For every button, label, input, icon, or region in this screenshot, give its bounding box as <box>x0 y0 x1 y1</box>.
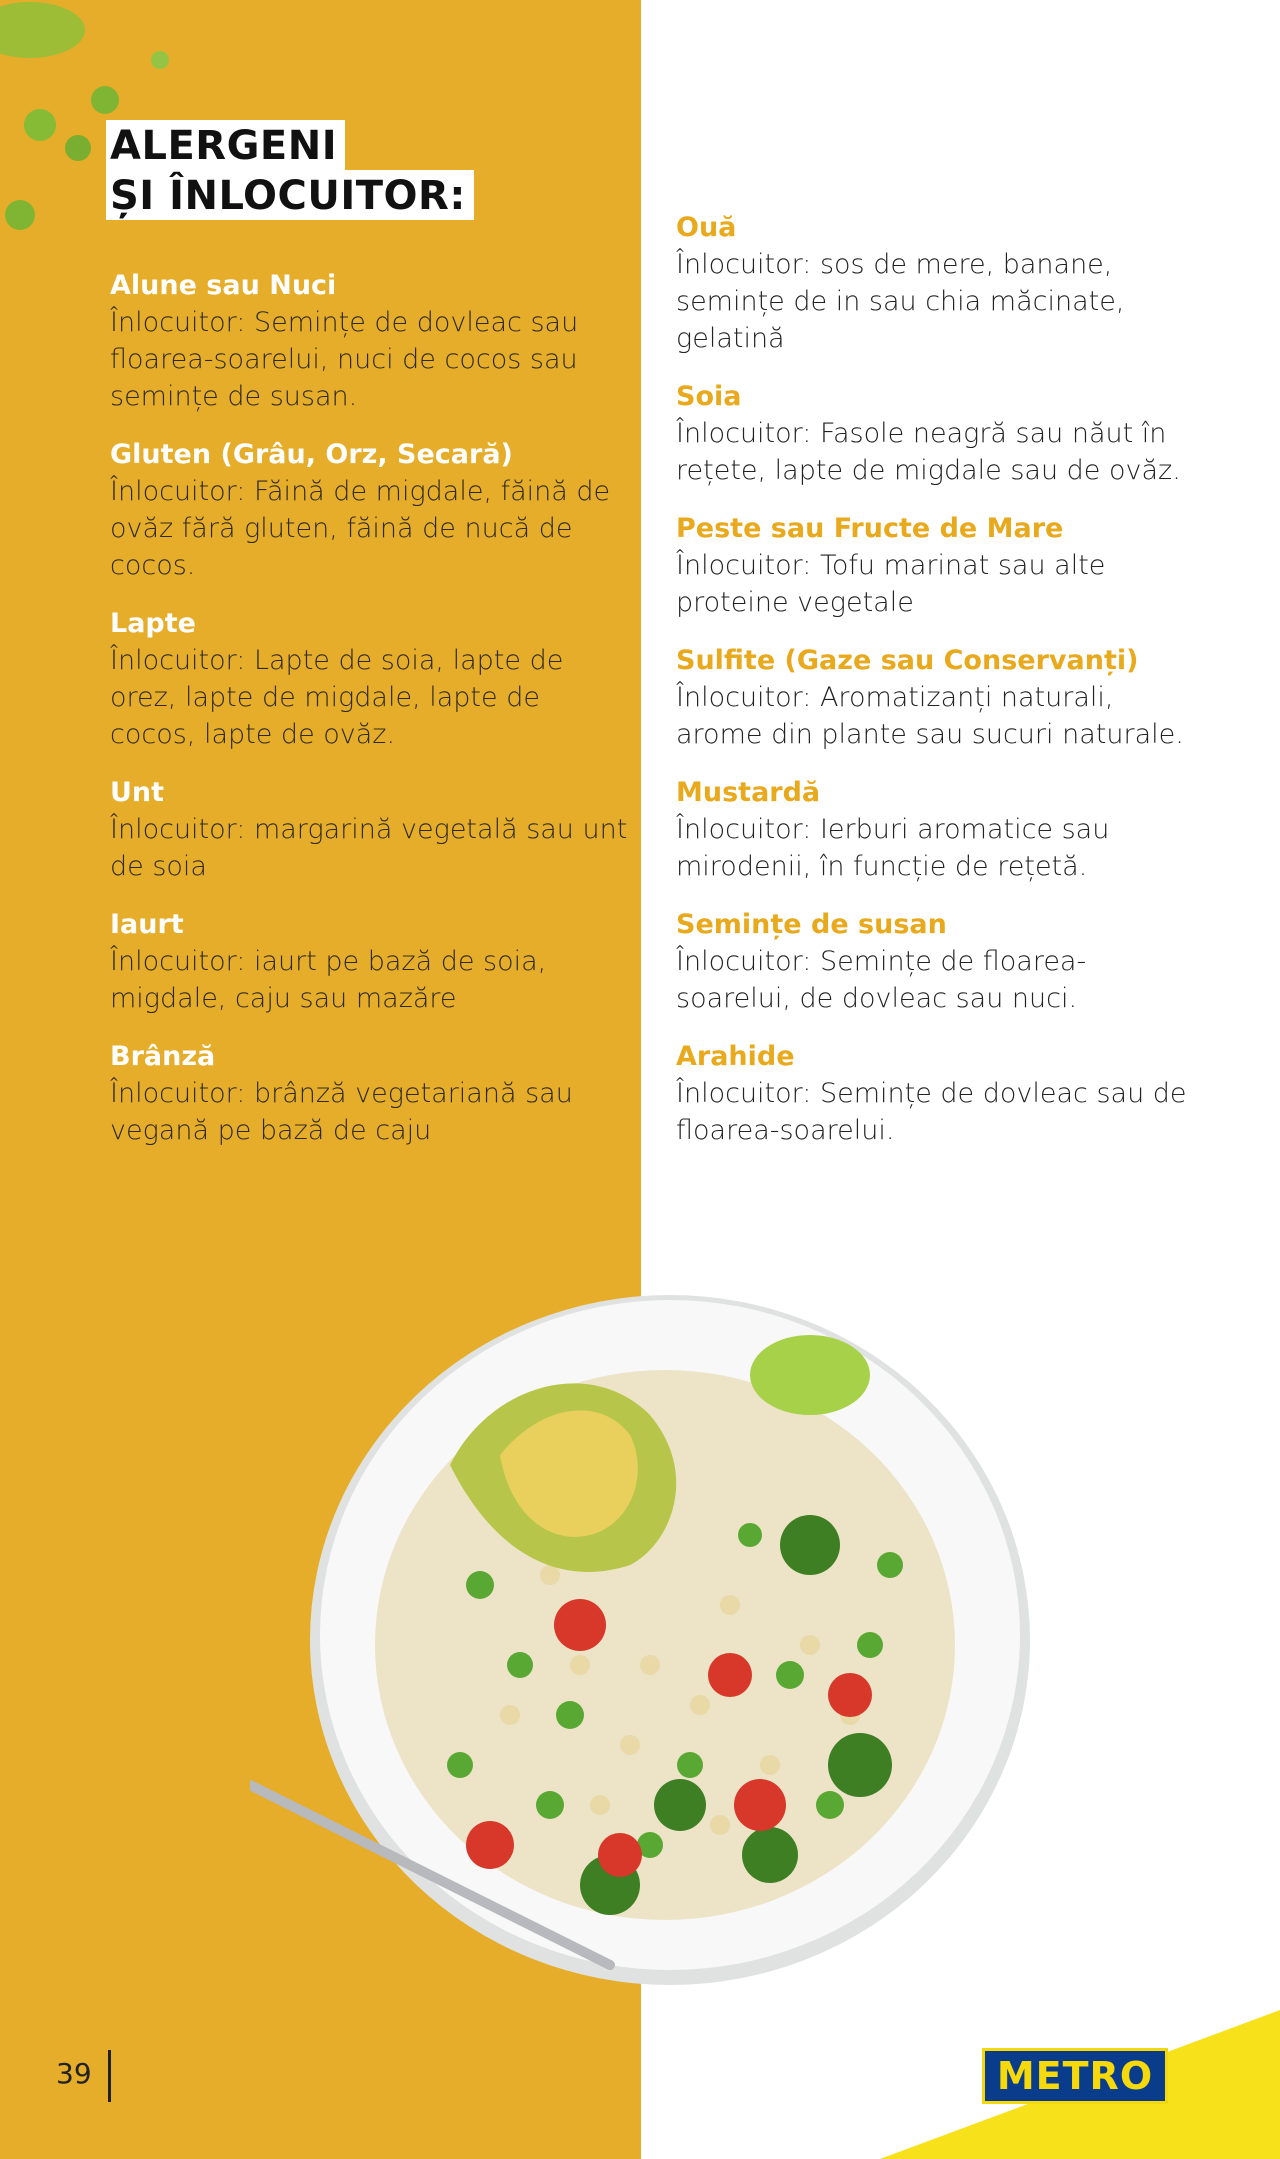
allergen-item <box>110 775 630 885</box>
allergen-item <box>110 1039 630 1149</box>
allergen-item <box>110 268 630 415</box>
allergen-substitute: Înlocuitor: Semințe de dovleac sau floarea-soarelui, nuci de cocos sau semințe de susan. <box>110 307 579 412</box>
allergen-item <box>676 1039 1196 1149</box>
page-number-divider <box>108 2050 111 2102</box>
allergen-title: Sulfite (Gaze sau Conservanți) <box>676 645 1139 676</box>
metro-logo: METRO <box>982 2048 1168 2104</box>
allergen-item <box>110 907 630 1017</box>
allergen-substitute: Înlocuitor: sos de mere, banane, semințe de in sau chia măcinate, gelatină <box>676 249 1125 354</box>
salad-bowl-image <box>250 1245 1050 2005</box>
allergen-substitute: Înlocuitor: Semințe de dovleac sau de floarea-soarelui. <box>676 1078 1187 1146</box>
allergen-title: Gluten (Grâu, Orz, Secară) <box>110 439 513 470</box>
right-allergen-list <box>676 210 1196 1171</box>
allergen-substitute: Înlocuitor: iaurt pe bază de soia, migdale, caju sau mazăre <box>110 946 547 1014</box>
allergen-item <box>110 606 630 753</box>
allergen-substitute: Înlocuitor: Lapte de soia, lapte de orez, lapte de migdale, lapte de cocos, lapte de ovăz. <box>110 645 564 750</box>
allergen-substitute: Înlocuitor: Tofu marinat sau alte proteine vegetale <box>676 550 1106 618</box>
allergen-substitute: Înlocuitor: margarină vegetală sau unt de soia <box>110 814 628 882</box>
allergen-item <box>676 643 1196 753</box>
page-title <box>106 120 474 220</box>
allergen-item <box>676 210 1196 357</box>
allergen-title: Brânză <box>110 1041 216 1072</box>
allergen-title: Iaurt <box>110 909 184 940</box>
allergen-substitute: Înlocuitor: Semințe de floarea-soarelui, de dovleac sau nuci. <box>676 946 1087 1014</box>
allergen-item <box>676 775 1196 885</box>
allergen-title: Semințe de susan <box>676 909 947 940</box>
allergen-title: Ouă <box>676 212 737 243</box>
allergen-substitute: Înlocuitor: Aromatizanți naturali, arome din plante sau sucuri naturale. <box>676 682 1184 750</box>
allergen-title: Alune sau Nuci <box>110 270 337 301</box>
allergen-item <box>676 907 1196 1017</box>
allergen-title: Unt <box>110 777 165 808</box>
left-allergen-list <box>110 268 630 1171</box>
allergen-title: Lapte <box>110 608 196 639</box>
allergen-substitute: Înlocuitor: brânză vegetariană sau vegană pe bază de caju <box>110 1078 573 1146</box>
allergen-title: Soia <box>676 381 742 412</box>
title-line-2: ȘI ÎNLOCUITOR: <box>106 170 474 220</box>
allergen-title: Arahide <box>676 1041 795 1072</box>
allergen-substitute: Înlocuitor: Fasole neagră sau năut în rețete, lapte de migdale sau de ovăz. <box>676 418 1181 486</box>
allergen-substitute: Înlocuitor: Făină de migdale, făină de ovăz fără gluten, făină de nucă de cocos. <box>110 476 611 581</box>
title-line-1: ALERGENI <box>106 120 345 170</box>
allergen-item <box>676 511 1196 621</box>
page-number: 39 <box>56 2057 92 2090</box>
allergen-title: Mustardă <box>676 777 821 808</box>
allergen-substitute: Înlocuitor: Ierburi aromatice sau mirodenii, în funcție de rețetă. <box>676 814 1110 882</box>
allergen-item <box>110 437 630 584</box>
allergen-title: Peste sau Fructe de Mare <box>676 513 1064 544</box>
allergen-item <box>676 379 1196 489</box>
